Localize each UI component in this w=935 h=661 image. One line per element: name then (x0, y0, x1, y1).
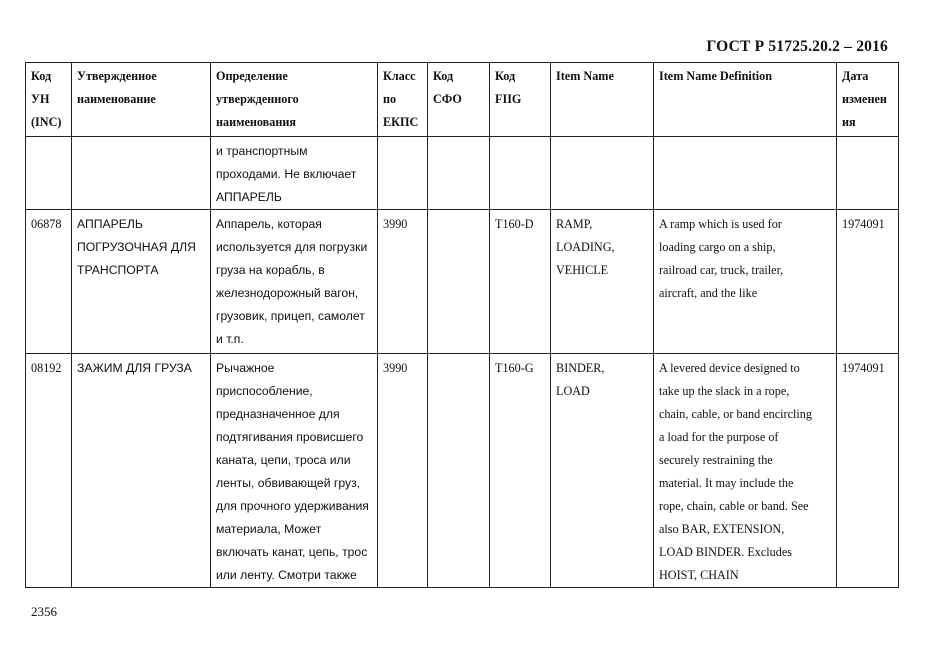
cell-definition: Рычажное приспособление, предназначенное для подтягивания провисшего каната, цепи, троса или ленты, обвивающей груз, для прочного удерживания материала, Может включать канат, цепь, трос или ленту. Смотри также (211, 354, 378, 588)
column-header-sfo: Код СФО (428, 63, 490, 137)
cell-class (378, 137, 428, 210)
column-header-item-name: Item Name (551, 63, 654, 137)
cell-fiig: T160-G (490, 354, 551, 588)
cell-definition: Аппарель, которая используется для погрузки груза на корабль, в железнодорожный вагон, грузовик, прицеп, самолет и т.п. (211, 210, 378, 354)
cell-item-name: RAMP, LOADING, VEHICLE (551, 210, 654, 354)
table-row (26, 354, 899, 588)
cell-item-name (551, 137, 654, 210)
cell-item-name: BINDER, LOAD (551, 354, 654, 588)
table-row (26, 137, 899, 210)
cell-name (72, 137, 211, 210)
column-header-inc: Код УН (INC) (26, 63, 72, 137)
column-header-date: Дата изменен ия (837, 63, 899, 137)
cell-fiig: T160-D (490, 210, 551, 354)
cell-date (837, 137, 899, 210)
page-number: 2356 (31, 604, 57, 619)
column-header-class: Класс по ЕКПС (378, 63, 428, 137)
data-table (25, 62, 899, 588)
cell-inc: 06878 (26, 210, 72, 354)
cell-inc (26, 137, 72, 210)
column-header-item-definition: Item Name Definition (654, 63, 837, 137)
column-header-definition: Определение утвержденного наименования (211, 63, 378, 137)
cell-name: ЗАЖИМ ДЛЯ ГРУЗА (72, 354, 211, 588)
cell-sfo (428, 354, 490, 588)
cell-definition: и транспортным проходами. Не включает АППАРЕЛЬ (211, 137, 378, 210)
cell-inc: 08192 (26, 354, 72, 588)
cell-date: 1974091 (837, 210, 899, 354)
cell-date: 1974091 (837, 354, 899, 588)
table-row (26, 210, 899, 354)
cell-fiig (490, 137, 551, 210)
table-header-row (26, 63, 899, 137)
column-header-fiig: Код FIIG (490, 63, 551, 137)
cell-item-definition (654, 137, 837, 210)
cell-item-definition: A ramp which is used for loading cargo on a ship, railroad car, truck, trailer, aircraft, and the like (654, 210, 837, 354)
cell-sfo (428, 210, 490, 354)
cell-name: АППАРЕЛЬ ПОГРУЗОЧНАЯ ДЛЯ ТРАНСПОРТА (72, 210, 211, 354)
cell-class: 3990 (378, 210, 428, 354)
column-header-name: Утвержденное наименование (72, 63, 211, 137)
cell-sfo (428, 137, 490, 210)
document-header: ГОСТ Р 51725.20.2 – 2016 (706, 38, 888, 55)
cell-class: 3990 (378, 354, 428, 588)
cell-item-definition: A levered device designed to take up the slack in a rope, chain, cable, or band encircling a load for the purpose of securely restraining the material. It may include the rope, chain, cable or band. See also BAR, EXTENSION, LOAD BINDER. Excludes HOIST, CHAIN (654, 354, 837, 588)
